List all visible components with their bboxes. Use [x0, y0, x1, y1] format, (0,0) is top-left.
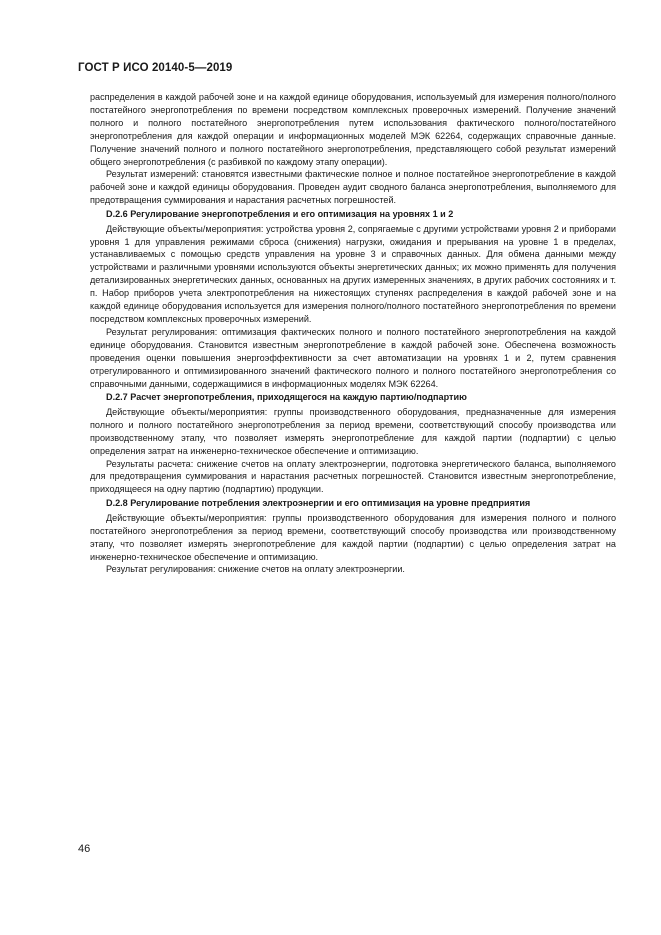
section-heading: D.2.7 Расчет энергопотребления, приходящегося на каждую партию/подпартию	[106, 392, 467, 403]
paragraph: Результат измерений: становятся известными фактические полное и полное постатейное энергопотребление в каждой рабочей зоне и каждой единицы оборудования. Проведен аудит сводного баланса энергопотребления, выполняемого для предотвращения суммирования и нарастания расчетных погрешностей.	[90, 169, 616, 206]
paragraph: Действующие объекты/мероприятия: устройства уровня 2, сопрягаемые с другими устройствами уровня 2 и приборами уровня 1 для управления режимами сброса (снижения) нагрузки, ожидания и прерывания на уровне 1 в пределах, устанавливаемых с помощью средств управления на уровне 3 и справочных данных. Для обмена данными между устройствами и различными уровнями используются объекты энергетических данных; их можно применять для получения детализированных энергетических данных, основанных на других измеренных значениях, в других рабочих состояниях и т. п. Набор приборов учета электропотребления на нижестоящих ступенях распределения в каждой рабочей зоне и на каждой единице оборудования используется для измерения полного/полного постатейного энергопотребления по времени посредством комплексных проверочных измерений.	[90, 223, 616, 324]
paragraph: Результаты расчета: снижение счетов на оплату электроэнергии, подготовка энергетического баланса, выполняемого для предотвращения суммирования и нарастания расчетных погрешностей. Становится известным энергопотребление, приходящееся на одну партию (подпартию) продукции.	[90, 458, 616, 495]
document-body	[90, 91, 616, 576]
section-heading: D.2.8 Регулирование потребления электроэнергии и его оптимизация на уровне предприятия	[106, 498, 531, 509]
document-header: ГОСТ Р ИСО 20140-5—2019	[78, 62, 233, 74]
section-heading: D.2.6 Регулирование энергопотребления и его оптимизация на уровнях 1 и 2	[106, 209, 454, 220]
paragraph: распределения в каждой рабочей зоне и на каждой единице оборудования, используемый для измерения полного/полного постатейного энергопотребления по времени посредством комплексных проверочных измерений. Получение значений полного и полного постатейного энергопотребления путем использования фактического полного/постатейного энергопотребления для каждой операции и информационных моделей МЭК 62264, содержащих справочные данные. Получение значений полного и полного постатейного энергопотребления, представляющего собой результат измерений общего энергопотребления (с разбивкой по каждому этапу операции).	[90, 92, 616, 167]
paragraph: Результат регулирования: снижение счетов на оплату электроэнергии.	[106, 564, 405, 575]
paragraph: Результат регулирования: оптимизация фактических полного и полного постатейного энергопотребления на каждой единице оборудования. Становится известным энергопотребление в каждой рабочей зоне. Обеспечена возможность проведения оценки повышения энергоэффективности за счет автоматизации на уровнях 1 и 2, путем сравнения отрегулированного и оптимизированного значений фактического полного и полного постатейного энергопотребления со справочными данными, содержащимися в информационных моделях МЭК 62264.	[90, 326, 616, 389]
paragraph: Действующие объекты/мероприятия: группы производственного оборудования, предназначенные для измерения полного и полного постатейного энергопотребления за период времени, соответствующий способу производства или производственному этапу, что позволяет измерять энергопотребление для каждой партии (подпартии) с целью определения затрат на инженерно-техническое обеспечение и оптимизацию.	[90, 406, 616, 456]
page-number: 46	[78, 843, 91, 855]
paragraph: Действующие объекты/мероприятия: группы производственного оборудования для измерения полного и полного постатейного энергопотребления за период времени, соответствующий способу производства или производственному этапу, что позволяет измерять энергопотребление для каждой партии (подпартии) с целью определения затрат на инженерно-техническое обеспечение и оптимизацию.	[90, 512, 616, 562]
